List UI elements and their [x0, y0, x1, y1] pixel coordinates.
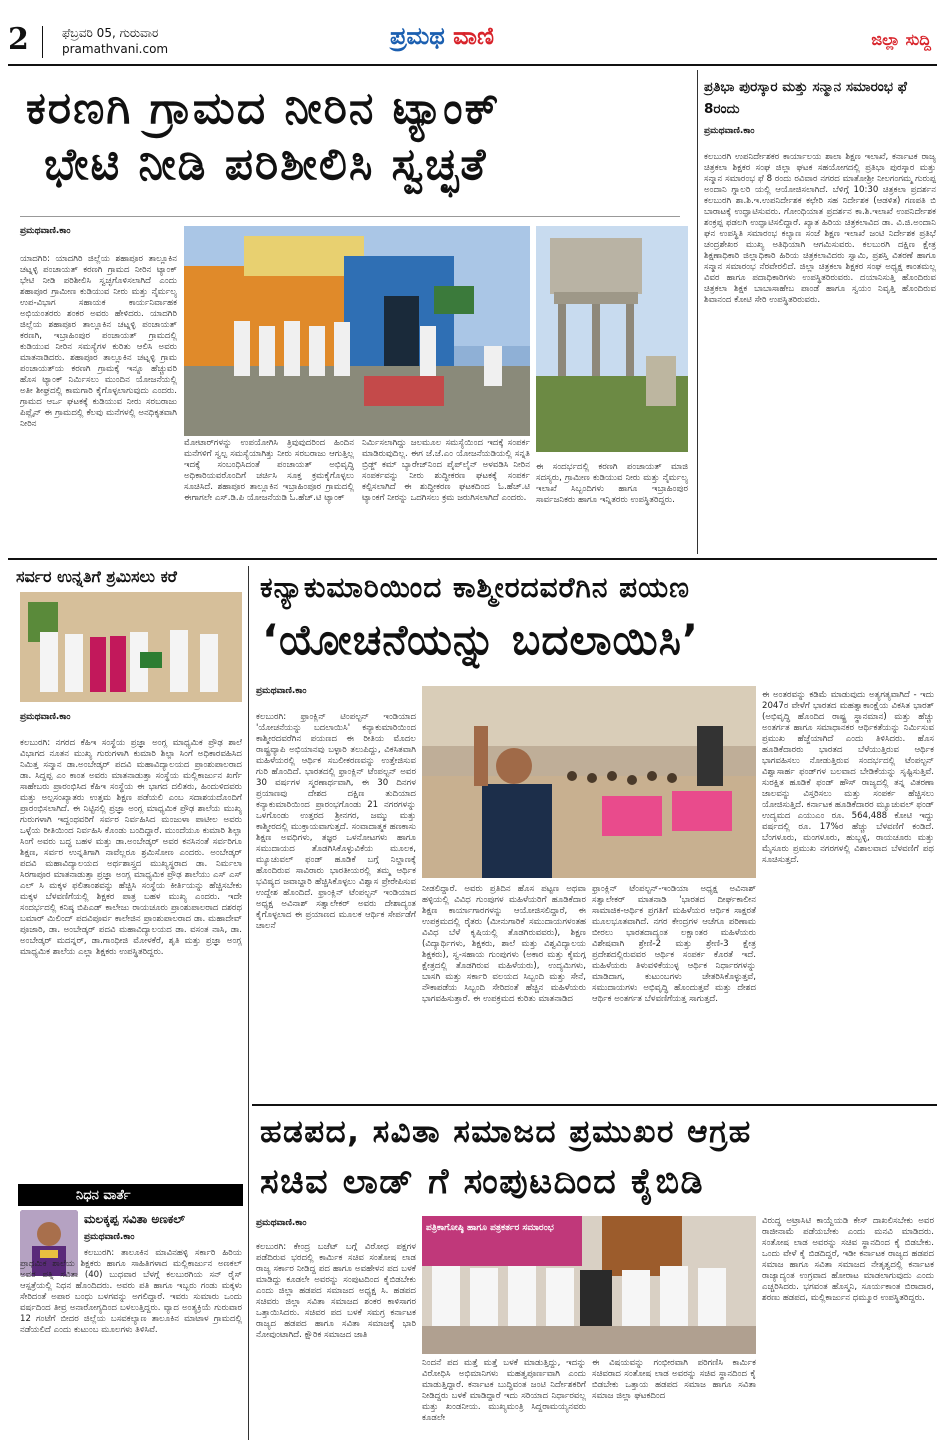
story1-col2: ಮೋಟಾರ್‌ಗಳನ್ನು ಉಪಯೋಗಿಸಿ ತ್ರಿವುವುದರಿಂದ ಹಿಂದಿನ ಮನೆಗಳಿಗೆ ಸ್ವಲ್ಪ ಸಮಸ್ಯೆಯಾಗಿತ್ತು ನೀರು ಸರಬರಾಜು ಆಗುತ್ತಿಲ್ಲ ಇದಕ್ಕೆ ಸಂಬಂಧಿಸಿದಂತೆ ಪಂಚಾಯತ್ ಅಭಿವೃದ್ಧಿ ಅಧಿಕಾರಿಯವರೊಂದಿಗೆ ಚರ್ಚಿಸಿ ಸೂಕ್ತ ಕ್ರಮಕೈಗೊಳ್ಳಲು ಸೂಚಿಸಿದೆ. ಶಹಾಪೂರ ತಾಲ್ಲೂಕಿನ ಇಬ್ರಾಹಿಂಪೂರ ಗ್ರಾಮದಲ್ಲಿ ಈಗಾಗಲೇ ಎಸ್.ಡಿ.ಪಿ ಯೋಜನೆಯಡಿ ಓ.ಹೆಚ್.ಟಿ ಟ್ಯಾಂಕ್ [184, 438, 354, 503]
story3-headline-line2: ‘ಯೋಚನೆಯನ್ನು ಬದಲಾಯಿಸಿ’ [262, 615, 699, 664]
logo-part2: ವಾಣಿ [453, 22, 495, 50]
story3-headline-line1: ಕನ್ಯಾಕುಮಾರಿಯಿಂದ ಕಾಶ್ಮೀರದವರೆಗಿನ ಪಯಣ [260, 571, 690, 604]
header-divider [42, 26, 43, 58]
story1-col3: ನಿರ್ಮಿಸಲಾಗಿದ್ದು ಜಲಮೂಲ ಸಮಸ್ಯೆಯಿಂದ ಇದಕ್ಕೆ ಸಂಪರ್ಕ ಮಾಡಿರುವುದಿಲ್ಲ. ಈಗ ಜೆ.ಜೆ.ಎಂ ಯೋಜನೆಯಡಿಯಲ್ಲಿ ಸನ್ನತಿ ಬ್ರಿಡ್ಜ್ ಕಮ್ ಬ್ಯಾರೇಜ್‌ನಿಂದ ಪೈಪ್‌ಲೈನ್ ಅಳವಡಿಸಿ ನೀರಿನ ಸಂಪರ್ಕವನ್ನು ನೀರು ಶುದ್ಧೀಕರಣ ಘಟಕಕ್ಕೆ ಸಂಪರ್ಕ ಕಲ್ಪಿಸಲಾಗಿದೆ ಈ ಶುದ್ಧೀಕರಣ ಘಟಕದಿಂದ ಓ.ಹೆಚ್.ಟಿ ಟ್ಯಾಂಕಗೆ ನೀರನ್ನು ಒದಗಿಸಲು ಕ್ರಮ ಜರುಗಿಸಲಾಗಿದೆ ಎಂದರು. [362, 438, 530, 503]
award-box-title: ಪ್ರತಿಭಾ ಪುರಸ್ಕಾರ ಮತ್ತು ಸನ್ಮಾನ ಸಮಾರಂಭ ಫೆ 8ರಂದು [704, 79, 907, 117]
obituary-body: ಕಲಬುರಗಿ: ತಾಲೂಕಿನ ಮಾವಿನಹಳ್ಳಿ ಸರ್ಕಾರಿ ಹಿರಿಯ ಪ್ರಾಥಮಿಕ ಶಾಲೆಯ ಶಿಕ್ಷಕರು ಹಾಗೂ ಸಾಹಿತಿಗಳಾದ ಮಲ್ಲಿಕಾರ್ಜುನ ಅಣಕಲ್ ಅವರ ಪತ್ನಿ ಸವಿತಾ (40) ಬುಧವಾರ ಬೆಳಗ್ಗೆ ಕಲಬುರಗಿಯ ಸನ್ ರೈಸ್ ಆಸ್ಪತ್ರೆಯಲ್ಲಿ ನಿಧನ ಹೊಂದಿದರು. ಅವರು ಪತಿ ಹಾಗೂ ಇಬ್ಬರು ಗಂಡು ಮಕ್ಕಳು ಸೇರಿದಂತೆ ಅಪಾರ ಬಂಧು ಬಳಗವನ್ನು ಅಗಲಿದ್ದಾರೆ. ಇವರು ಸುಮಾರು ಒಂದು ವರ್ಷದಿಂದ ತೀವ್ರ ಅನಾರೋಗ್ಯದಿಂದ ಬಳಲುತ್ತಿದ್ದರು. ವ್ಯಾದ ಅಂತ್ಯಕ್ರಿಯೆ ಗುರುವಾರ 12 ಗಂಟೆಗೆ ಬೀದರ ಜಿಲ್ಲೆಯ ಬಸವಕಲ್ಯಾಣ ತಾಲೂಕಿನ ಮಾಟಾಳ ಗ್ರಾಮದಲ್ಲಿ ನಡೆಯಲಿದೆ ಎಂದು ಕುಟುಂಬ ಮೂಲಗಳು ತಿಳಿಸಿವೆ. [20, 1248, 242, 1335]
award-box-body: ಕಲಬುರಗಿ ಉಪನಿರ್ದೇಶಕರ ಕಾರ್ಯಾಲಯ ಶಾಲಾ ಶಿಕ್ಷಣ ಇಲಾಖೆ, ಕರ್ನಾಟಕ ರಾಜ್ಯ ಚಿತ್ರಕಲಾ ಶಿಕ್ಷಕರ ಸಂಘ ಜಿಲ್ಲಾ ಘಟಕ ಸಹಯೋಗದಲ್ಲಿ ಪ್ರತಿಭಾ ಪುರಸ್ಕಾರ ಮತ್ತು ಸನ್ಮಾನ ಸಮಾರಂಭ ಫೆ 8 ರಂದು ರವಿವಾರ ನಗರದ ಮಾತೋಶ್ರೀ ನೀಲಗಂಗಮ್ಮ ಗುರುಪ್ಪ ಅಂದಾನಿ ಗ್ನಾಲರಿ ಯಲ್ಲಿ ಆಯೋಜಿಸಲಾಗಿದೆ. ಬೆಳಿಗ್ಗೆ 10:30 ಚಿತ್ರಕಲಾ ಪ್ರದರ್ಶನ ಕಲಬುರಗಿ ಶಾ.ಶಿ.ಇ.ಉಪನಿರ್ದೇಶಕ ಕಛೇರಿ ಸಹ ನಿರ್ದೇಶಕ (ಆಡಳಿತ) ಗಣಪತಿ ಬಿ ಬಾರಾಟಕ್ಕೆ ಉದ್ಘಾಟಿಸುವರು. ಗೋಂಧಿಯಾತ ಪ್ರದರ್ಶನ ಕಾ.ಶಿ.ಇಲಾಖೆ ಉಪನಿರ್ದೇಶಕ ಶಂಕ್ರಪ್ಪ ಫಡಲಗಿ ಉದ್ಘಾಟಿಸಲಿದ್ದಾರೆ. ಖ್ಯಾತ ಹಿರಿಯ ಚಿತ್ರಕಲಾವಿದ ಡಾ. ವಿ.ಜಿ.ಅಂದಾನಿ ಘನ ಉಪಸ್ಥಿತಿ ಸಮಾರಂಭ ಕಲ್ಯಾಣ ಸಂಜೆ ಶಿಕ್ಷಣ ಇಲಾಖೆ ಜಂಟಿ ನಿರ್ದೇಶಕ ಪ್ರತಿಭೆ ಚಂದ್ರಶೇಖರ ಮುಖ್ಯ ಅತಿಥಿಯಾಗಿ ಆಗಮಿಸುವರು. ಕಲಬುರಗಿ ದಕ್ಷಿಣ ಕ್ಷೇತ್ರ ಶಿಕ್ಷಣಾಧಿಕಾರಿ ಜಿಲ್ಲಾಧಿಕಾರಿ ಹಿರಿಯ ಚಿತ್ರಕಲಾವಿದರು ಸ್ವಾಮಿ, ಪ್ರಶಸ್ತಿ ವಿತರಣೆ ಹಾಗೂ ಸನ್ಮಾನ ಸಮಾರಂಭ ನೆರವೇರಲಿದೆ. ಜಿಲ್ಲಾ ಚಿತ್ರಕಲಾ ಶಿಕ್ಷಕರ ಸಂಘ ಅಧ್ಯಕ್ಷ ಕಾಂತಮಲ್ಲ ವಿವರ ಹಾಗೂ ಪದಾಧಿಕಾರಿಗಳು ಉಪಸ್ಥಿತರಿರುವರು. ದಯಾನಿಸುತ್ತಿ ಹೊಂದಿರುವ ಚಿತ್ರಕಲಾ ಶಿಕ್ಷಕ ಬಾಬಾಸಾಹೇಬ ಪಾಂಡೆ ಹಾಗೂ ಸ್ವಯಂ ನಿವೃತ್ತಿ ಹೊಂದಿರುವ ಶಿವಾನಂದ ಕೋಟಿ ಸೇರಿ ಉಪಸ್ಥಿತರಿರುವರು. [704, 152, 936, 305]
story1-photo-water-room [184, 226, 530, 436]
left-column-divider [248, 566, 249, 1440]
story3-byline: ಪ್ರಮಥವಾಣಿ.ಕಾಂ [256, 686, 307, 696]
story4-col2: ನಿಂದನೆ ಪದ ಮತ್ತೆ ಮತ್ತೆ ಬಳಕೆ ಮಾಡುತ್ತಿದ್ದು, ಇದನ್ನು ವಿರೋಧಿಸಿ ಅಭಿಮಾನಿಗಳು ಮಹತ್ವಪೂರ್ಣವಾಗಿ ಎಂದು ಮಾಡುತ್ತಿದ್ದಾರೆ. ಕರ್ನಾಟಕ ಬುದ್ಧಿವಂತ ಜಂಟಿ ನಿರ್ದೇಶಕರಿಗೆ ನೀಡಿದ್ದರು ಬಳಕೆ ಮಾಡಿದ್ದಾರೆ ಇದು ಸರಿಯಾದ ನಿರ್ಧಾರವಲ್ಲ ಮತ್ತು ಖಂಡನೀಯ. ಮುಖ್ಯಮಂತ್ರಿ ಸಿದ್ದರಾಮಯ್ಯನವರು ಕೂಡಲೇ [422, 1358, 586, 1423]
mid-rule-1 [8, 558, 937, 560]
award-box-divider [697, 70, 698, 554]
story2-byline: ಪ್ರಮಥವಾಣಿ.ಕಾಂ [20, 712, 71, 722]
story4-photo-press-meet [422, 1216, 756, 1354]
website-link[interactable]: pramathvani.com [62, 42, 169, 56]
story3-photo-selfie [422, 686, 756, 878]
story4-banner-text: ಪತ್ರಿಕಾಗೋಷ್ಠಿ ಹಾಗೂ ಪತ್ರಕರ್ತರ ಸಮಾರಂಭ [426, 1223, 554, 1233]
story4-byline: ಪ್ರಮಥವಾಣಿ.ಕಾಂ [256, 1218, 307, 1228]
story4-headline-line2: ಸಚಿವ ಲಾಡ್ ಗೆ ಸಂಪುಟದಿಂದ ಕೈಬಿಡಿ [260, 1162, 705, 1202]
story3-col3: ಫ್ರಾಂಕ್ಲಿನ್ ಟೆಂಪಲ್ಟನ್-ಇಂಡಿಯಾ ಅಧ್ಯಕ್ಷ ಅವಿನಾಶ್ ಸತ್ವಾಲೇಕರ್ ಮಾತನಾಡಿ 'ಭಾರತದ ದೀರ್ಘಕಾಲೀನ ಸಾಮಾಜಿಕ-ಆರ್ಥಿಕ ಪ್ರಗತಿಗೆ ಮಹಿಳೆಯರ ಆರ್ಥಿಕ ಸಾಕ್ಷರತೆ ಮೂಲಭೂತವಾಗಿದೆ. ನಗರ ಕೇಂದ್ರಗಳ ಆಚೆಗೂ ಪರಿಣಾಮ ಬೀರಲು ಭಾರತದಾದ್ಯಂತ ಲಕ್ಷಾಂತರ ಮಹಿಳೆಯರು ವಿಶೇಷವಾಗಿ ಶ್ರೇಣಿ-2 ಮತ್ತು ಶ್ರೇಣಿ-3 ಕ್ಷೇತ್ರ ಪ್ರದೇಶದಲ್ಲಿರುವವರ ಆರ್ಥಿಕ ಸಂಪರ್ಕ ಕೊರತೆ ಇದೆ. ಮಹಿಳೆಯರು ತಿಳುವಳಿಕೆಯುಳ್ಳ ಆರ್ಥಿಕ ನಿರ್ಧಾರಗಳನ್ನು ಮಾಡಿದಾಗ, ಕುಟುಂಬಗಳು ಚೇತರಿಸಿಕೊಳ್ಳುತ್ತವೆ, ಸಮುದಾಯಗಳು ಅಭಿವೃದ್ಧಿ ಹೊಂದುತ್ತವೆ ಮತ್ತು ದೇಶದ ಆರ್ಥಿಕ ಅಂತರ್ಗತ ಬೆಳವಣಿಗೆಯತ್ತ ಸಾಗುತ್ತದೆ. [592, 884, 756, 1004]
story1-byline: ಪ್ರಮಥವಾಣಿ.ಕಾಂ [20, 226, 71, 236]
story4-col3: ಈ ವಿಷಯವನ್ನು ಗಂಭೀರವಾಗಿ ಪರಿಗಣಿಸಿ ಕಾರ್ಮಿಕ ಸಚಿವರಾದ ಸಂತೋಷ ಲಾಡ ಅವರನ್ನು ಸಚಿವ ಸ್ಥಾನದಿಂದ ಕೈ ಬಿಡಬೇಕು ಒತ್ತಾಯ ಹಡಪದ ಸಮಾಜ ಹಾಗೂ ಸವಿತಾ ಸಮಾಜ ಜಿಲ್ಲಾ ಘಟಕದಿಂದ [592, 1358, 756, 1401]
story1-col1: ಯಾದಗಿರಿ: ಯಾದಗಿರಿ ಜಿಲ್ಲೆಯ ಶಹಾಪೂರ ತಾಲ್ಲೂಕಿನ ಚಟ್ನಳ್ಳಿ ಪಂಚಾಯತ್ ಕರಣಗಿ ಗ್ರಾಮದ ನೀರಿನ ಟ್ಯಾಂಕ್ ಭೇಟಿ ನೀಡಿ ಪರಿಶೀಲಿಸಿ ಸ್ವಚ್ಛಗೊಳಿಸಲಾಗಿದೆ ಎಂದು ಶಹಾಪೂರ ಗ್ರಾಮೀಣ ಕುಡಿಯುವ ನೀರು ಮತ್ತು ನೈರ್ಮಲ್ಯ ಉಪ-ವಿಭಾಗ ಸಹಾಯಕ ಕಾರ್ಯನಿರ್ವಾಹಕ ಅಭಿಯಂತರರು ಶಂಕರ ಅವರು ಹೇಳಿದರು. ಯಾದಗಿರಿ ಜಿಲ್ಲೆಯ ಶಹಾಪೂರ ತಾಲ್ಲೂಕಿನ ಚಟ್ನಳ್ಳಿ ಪಂಚಾಯತ್ ಕರಣಗಿ, ಇಬ್ರಾಹಿಂಪುರ ಪಂಚಾಯತ್ ಗ್ರಾಮದಲ್ಲಿ ಕುಡಿಯುವ ನೀರಿನ ಸಮಸ್ಯೆಗಳ ಕುರಿತು ಆಲಿಸಿ ಅವರು ಮಾತನಾಡಿದರು. ಶಹಾಪೂರ ತಾಲ್ಲೂಕಿನ ಚಟ್ನಳ್ಳಿ ಗ್ರಾಮ ಪಂಚಾಯತ್‌ಯ ಕರಣಗಿ ಗ್ರಾಮಕ್ಕೆ ಇನ್ನೂ ಹೆಚ್ಚುವರಿ ಹೊಸ ಟ್ಯಾಂಕ್ ನಿರ್ಮಿಸಲು ಮುಂದಿನ ಯೋಜನೆಯಲ್ಲಿ ಅತೀ ಶೀಘ್ರದಲ್ಲಿ ಕಾಮಗಾರಿ ಕೈಗೊಳ್ಳಲಾಗುವುದು ಎಂದರು. ಗ್ರಾಮದ ಆರ್ಒ ಘಟಕಕ್ಕೆ ಕುಡಿಯುವ ನೀರು ಸರಬರಾಜು ಪಿಪ್ಲೈನ್ ಈ ಗ್ರಾಮದಲ್ಲಿ ಕೆಲವು ಮನೆಗಳಲ್ಲಿ ಅನಧಿಕೃತವಾಗಿ ನೀರಿನ [20, 254, 177, 429]
masthead-logo [390, 22, 494, 50]
story2-section-title: ಸರ್ವರ ಉನ್ನತಿಗೆ ಶ್ರಮಿಸಲು ಕರೆ [16, 567, 177, 586]
page-number: 2 [8, 22, 29, 57]
story2-photo [20, 592, 242, 702]
obituary-section-title: ನಿಧನ ವಾರ್ತೆ [76, 1188, 131, 1203]
issue-date: ಫೆಬ್ರವರಿ 05, ಗುರುವಾರ [62, 26, 159, 40]
logo-part1: ಪ್ರಮಥ [390, 22, 445, 50]
mid-rule-2 [252, 1104, 937, 1106]
story4-col1: ಕಲಬುರಗಿ: ಕೇಂದ್ರ ಬಜೆಟ್ ಬಗ್ಗೆ ವಿರೋಧ ಪಕ್ಷಗಳ ಪಡೆದಿರುವ ಭರದಲ್ಲಿ ಕಾರ್ಮಿಕ ಸಚಿವ ಸಂತೋಷ ಲಾಡ ರಾಜ್ಯ ಸರ್ಕಾರ ನೀಡಿದ್ದ ಪದ ಹಾಗೂ ಅವಹೇಳನ ಪದ ಬಳಕೆ ಮಾಡಿದ್ದು ಕೂಡಲೇ ಅವರನ್ನು ಸಂಪುಟದಿಂದ ಕೈಬಿಡಬೇಕು ಎಂದು ಜಿಲ್ಲಾ ಹಡಪದ ಸಮಾಜದ ಅಧ್ಯಕ್ಷ ಸಿ. ಹಡಪದ ಸಚಿವರು ಜಿಲ್ಲಾ ಸವಿತಾ ಸಮಾಜದ ಶಂಕರ ಕಾಳಿಸಾಗರ ಒತ್ತಾಯಿಸಿದರು. ಸಚಿವರ ಪದ ಬಳಕೆ ಸಮಗ್ರ ಕರ್ನಾಟಕ ರಾಜ್ಯದ ಹಡಪದ ಹಾಗೂ ಸವಿತಾ ಸಮಾಜಕ್ಕೆ ಭಾರಿ ನೋವುಂಟಾಗಿದೆ. ಕ್ಷೌರಿಕ ಸಮಾಜದ ಜಾತಿ [256, 1242, 416, 1340]
section-label: ಜಿಲ್ಲಾ ಸುದ್ದಿ [871, 30, 931, 49]
story3-col4: ಈ ಅಂತರವನ್ನು ಕಡಿಮೆ ಮಾಡುವುದು ಅತ್ಯಗತ್ಯವಾಗಿದೆ - ಇದು 2047ರ ವೇಳೆಗೆ ಭಾರತದ ಮಹತ್ವಾಕಾಂಕ್ಷೆಯ ವಿಕಸಿತ ಭಾರತ್ (ಅಭಿವೃದ್ಧಿ ಹೊಂದಿದ ರಾಷ್ಟ್ರ ಸ್ಥಾನಮಾನ) ಮತ್ತು ಹೆಚ್ಚು ಅಂತರ್ಗತ ಹಾಗೂ ಸಮಾಧಾನಕರ ಆರ್ಥಿಕತೆಯನ್ನು ನಿರ್ಮಿಸುವ ಪ್ರಮುಖ ಹೆಜ್ಜೆಯಾಗಿದೆ ಎಂದು ತಿಳಿಸಿದರು. ಹೊಸ ಹೂಡಿಕೆದಾರರು ಭಾರತದ ಬೆಳೆಯುತ್ತಿರುವ ಆರ್ಥಿಕ ಭಾಗವಹಿಸಲು ನೋಡುತ್ತಿರುವ ಸಂದರ್ಭದಲ್ಲಿ ಟೆಂಪಲ್ಟನ್ ವಿಶ್ವಾಸಾರ್ಹ ಫಂಡ್‌ಗಳ ಬಲವಾದ ಬೇಡಿಕೆಯನ್ನು ಸೃಷ್ಟಿಸುತ್ತಿವೆ. ಸುರಕ್ಷಿತ ಹೂಡಿಕೆ ಫಂಡ್ ಹೌಸ್ ರಾಜ್ಯದಲ್ಲಿ ತನ್ನ ವಿತರಣಾ ಜಾಲವನ್ನು ವಿಸ್ತರಿಸಲು ಮತ್ತು ಸಂಪರ್ಕ ಹೆಚ್ಚಿಸಲು ಯೋಜಿಸುತ್ತಿದೆ. ಕರ್ನಾಟಕ ಹೂಡಿಕೆದಾರರ ಮ್ಯೂಚುವಲ್ ಫಂಡ್ ಉದ್ಯಮದ ಎಯುಎಂ ರೂ. 564,488 ಕೋಟಿ ಇದ್ದು ವರ್ಷದಲ್ಲಿ ರೂ. 17%ರ ಹೆಚ್ಚು ಬೆಳವಣಿಗೆ ಕಂಡಿದೆ. ಬೆಂಗಳೂರು, ಮಂಗಳೂರು, ಹುಬ್ಬಳ್ಳಿ, ರಾಯಚೂರು ಮತ್ತು ಮೈಸೂರು ಪ್ರಮುಖ ನಗರಗಳಲ್ಲಿ ವಿಶಾಲವಾದ ಬೆಳವಣಿಗೆ ಪಥ ಸೂಚಿಸುತ್ತದೆ. [762, 690, 934, 865]
story1-col4: ಈ ಸಂದರ್ಭದಲ್ಲಿ ಕರಣಗಿ ಪಂಚಾಯತ್ ಮಾಜಿ ಸದಸ್ಯರು, ಗ್ರಾಮೀಣ ಕುಡಿಯುವ ನೀರು ಮತ್ತು ನೈರ್ಮಲ್ಯ ಇಲಾಖೆ ಸಿಬ್ಬಂದಿಗಳು ಹಾಗೂ ಇಬ್ರಾಹಿಂಪುರ ಸಾರ್ವಜನಿಕರು ಹಾಗೂ ಇನ್ನಿತರರು ಉಪಸ್ಥಿತರಿದ್ದರು. [536, 462, 688, 505]
story1-rule [20, 216, 680, 217]
story1-headline-line2: ಭೇಟಿ ನೀಡಿ ಪರಿಶೀಲಿಸಿ ಸ್ವಚ್ಛತೆ [44, 139, 488, 190]
obituary-name: ಮಲಕ್ಕಪ್ಪ ಸವಿತಾ ಅಣಕಲ್ [84, 1212, 185, 1226]
story2-body: ಕಲಬುರಗಿ: ನಗರದ ಕೆಹಿಇ ಸಂಸ್ಥೆಯ ಪ್ರಜ್ಞಾ ಅಂಗ್ಲ ಮಾಧ್ಯಮಿಕ ಪ್ರೌಢ ಶಾಲೆ ವಿಭಾಗದ ನೂತನ ಮುಖ್ಯ ಗುರುಗಳಾಗಿ ಕುಮಾರಿ ಶಿಲ್ಪಾ ಸಿಂಗೆ ಅಧಿಕಾರವಹಿಸಿದ ನಿಮಿತ್ತ ಸನ್ಮಾನ ಡಾ.ಅಂಬೇಡ್ಕರ್ ಪದವಿ ಮಹಾವಿದ್ಯಾಲಯದ ಪ್ರಾಂಶುಪಾಲರಾದ ಡಾ. ಸಿದ್ದಪ್ಪ ಎಂ ಕಾಂತ ಅವರು ಮಾತನಾಡುತ್ತಾ ಸಂಸ್ಥೆಯ ಮಲ್ಲಿಕಾರ್ಜುನ ಖರ್ಗೆ ಸಾಹೇಬರು ಪ್ರಾರಂಭಿಸಿದ ಕೆಹಿಇ ಸಂಸ್ಥೆಯ ಈ ಭಾಗದ ದಲಿತರು, ಹಿಂದುಳಿದವರು ಮತ್ತು ಅಲ್ಪಸಂಖ್ಯಾತರು ಉತ್ತಮ ಶಿಕ್ಷಣ ಪಡೆಯಲಿ ಎಂಬ ಸದಾಶಯದೊಂದಿಗೆ ಪ್ರಾರಂಭಿಸಲಾಗಿದೆ. ಈ ನಿಟ್ಟಿನಲ್ಲಿ ಪ್ರಜ್ಞಾ ಅಂಗ್ಲ ಮಾಧ್ಯಮಿಕ ಪ್ರೌಢ ಶಾಲೆಯ ಮುಖ್ಯ ಗುರುಗಳಾಗಿ ಇದ್ದಂಥವರಿಗೆ ಸರ್ವರ ನಿರ್ವಹಿಸಿದ ಮಂಜುಳಾ ಪಾಟೀಲ ಅವರು ಒಳ್ಳೆಯ ರೀತಿಯಿಂದ ನಿರ್ವಹಿಸಿ ಕೊಂಡು ಬಂದಿದ್ದಾರೆ. ಮುಂದೆಯೂ ಕುಮಾರಿ ಶಿಲ್ಪಾ ಸಿಂಗೆ ಅವರು ಬದ್ಧ ಬಹಳ ಮತ್ತು ಡಾ.ಅಂಬೇಡ್ಕರ್ ಅವರ ಕನಸಿನಂತೆ ಸರ್ವರಿಗೂ ಶಿಕ್ಷಣ, ಸರ್ವರ ಉನ್ನತಿಗಾಗಿ ನಾವೆಲ್ಲರೂ ಶ್ರಮಿಸೋಣ ಎಂದರು. ಅಂಬೇಡ್ಕರ್ ಪದವಿ ಮಹಾವಿದ್ಯಾಲಯದ ಅರ್ಥಶಾಸ್ತ್ರದ ಮುಖ್ಯಸ್ಥರಾದ ಡಾ. ನಿರ್ಮಲಾ ಸಿರಗಾಪೂರ ಮಾತನಾಡುತ್ತಾ ಪ್ರಜ್ಞಾ ಅಂಗ್ಲ ಮಾಧ್ಯಮಿಕ ಪ್ರೌಢ ಶಾಲೆಯು ಎಸ್ ಎಸ್ ಎಲ್ ಸಿ ಮಕ್ಕಳ ಫಲಿತಾಂಶವನ್ನು ಹೆಚ್ಚಿಸಿ ಸಂಸ್ಥೆಯ ಕೀರ್ತಿಯನ್ನು ಹೆಚ್ಚಿಸಬೇಕು ಮಕ್ಕಳ ಬೆಳವಣಿಗೆಯಲ್ಲಿ ಶಿಕ್ಷಕರ ಪಾತ್ರ ಬಹಳ ಮುಖ್ಯ ಎಂದರು. ಇದೇ ಸಂದರ್ಭದಲ್ಲಿ ಕನಿಷ್ಠ ಬಿಪಿಎಡ್ ಕಾಲೇಜು ರಾಯಚೂರು ಪ್ರಾಂಶುಪಾಲರಾದ ದಶರಥ ಬಮಾರ್‌ ಮಿಲಿಂದ್ ಪದವಿಪೂರ್ವ ಕಾಲೇಜಿನ ಪ್ರಾಂಶುಪಾಲರಾದ ಡಾ. ಮಹಾದೇವ್ ಪೂಜಾರಿ, ಡಾ. ಅಂಬೇಡ್ಕರ್ ಪದವಿ ಮಹಾವಿದ್ಯಾಲಯದ ಡಾ. ವಸಂತ ನಾಸಿ, ಡಾ. ಅಂಬೇಡ್ಕರ್ ಮದನ್ನರ್, ಡಾ.ಗಾಂಧೀಜಿ ಮೋಳಕೆರೆ, ಶೃತಿ ಮತ್ತು ಪ್ರಜ್ಞಾ ಅಂಗ್ಲ ಮಾಧ್ಯಮಿಕ ಶಾಲೆಯ ಎಲ್ಲಾ ಶಿಕ್ಷಕರು ಉಪಸ್ಥಿತರಿದ್ದರು. [20, 738, 242, 957]
story4-headline-line1: ಹಡಪದ, ಸವಿತಾ ಸಮಾಜದ ಪ್ರಮುಖರ ಆಗ್ರಹ [260, 1114, 752, 1150]
story3-col1: ಕಲಬುರಗಿ: ಫ್ರಾಂಕ್ಲಿನ್ ಟಿಂಪಲ್ಟನ್ ಇಂಡಿಯಾದ 'ಯೋಚನೆಯನ್ನು ಬದಲಾಯಿಸಿ' ಕನ್ಯಾಕುಮಾರಿಯಿಂದ ಕಾಶ್ಮೀರದವರೆಗಿನ ಪಯಣದ ಈ ರೀತಿಯ ಮೊದಲ ರಾಷ್ಟ್ರವ್ಯಾಪಿ ಅಭಿಯಾನವು ಬಳ್ಳಾರಿ ತಲುಪಿದ್ದು, ವಿಕಸಿತವಾಗಿ ಮಹಿಳೆಯರಲ್ಲಿ ಆರ್ಥಿಕ ಸಬಲೀಕರಣವನ್ನು ಉತ್ತೇಜಿಸುವ ಗುರಿ ಹೊಂದಿದೆ. ಭಾರತದಲ್ಲಿ ಫ್ರಾಂಕ್ಲಿನ್ ಟೆಂಪಲ್ಟನ್ ಅವರ 30 ವರ್ಷಗಳ ಸ್ಮರಣಾರ್ಥವಾಗಿ, ಈ 30 ದಿನಗಳ ಪ್ರಯಾಣವು ದೇಶದ ದಕ್ಷಿಣ ತುದಿಯಾದ ಕನ್ಯಾಕುಮಾರಿಯಿಂದ ಪ್ರಾರಂಭಗೊಂಡು 21 ನಗರಗಳನ್ನು ಒಳಗೊಂಡು ಉತ್ತರದ ಶ್ರೀನಗರ, ಜಮ್ಮು ಮತ್ತು ಕಾಶ್ಮೀರದಲ್ಲಿ ಮುಕ್ತಾಯವಾಗುತ್ತದೆ. ಸಂವಾದಾತ್ಮಕ ಹಣಕಾಸು ಶಿಕ್ಷಣ ಅವಧಿಗಳು, ತಜ್ಞರ ಒಳನೋಟಗಳು ಹಾಗೂ ಸಮುದಾಯದ ತೊಡಗಿಸಿಕೊಳ್ಳುವಿಕೆಯ ಮೂಲಕ, ಮ್ಯೂಚುವಲ್ ಫಂಡ್ ಹೂಡಿಕೆ ಬಗ್ಗೆ ನಿಲ್ದಾಣಕ್ಕೆ ಹೊಂದಿರುವ ಸಾವಿರಾರು ಭಾರತೀಯರಲ್ಲಿ ತಮ್ಮ ಆರ್ಥಿಕ ಭವಿಷ್ಯದ ಜವಾಬ್ದಾರಿ ಹೆಚ್ಚಿಸಿಕೊಳ್ಳಲು ವಿಶ್ವಾಸ ಪ್ರೇರೇಪಿಸುವ ಉದ್ದೇಶ ಹೊಂದಿದೆ. ಫ್ರಾಂಕ್ಲಿನ್ ಟೆಂಪಲ್ಟನ್ ಇಂಡಿಯಾದ ಅಧ್ಯಕ್ಷ ಅವಿನಾಶ್ ಸತ್ವಾಲೇಕರ್ ಅವರು ದೇಶಾದ್ಯಂತ ಕೈಗೊಳ್ಳಲಾದ ಈ ಪ್ರಯಾಣದ ಮೂಲಕ ಆರ್ಥಿಕ ಸೇರ್ಪಡೆಗೆ ಚಾಲನೆ [256, 712, 416, 931]
story1-headline-line1: ಕರಣಗಿ ಗ್ರಾಮದ ನೀರಿನ ಟ್ಯಾಂಕ್ [26, 83, 501, 134]
story3-col2: ನೀಡಲಿದ್ದಾರೆ. ಅವರು ಪ್ರತಿದಿನ ಹೊಸ ಪಟ್ಟಣ ಅಥವಾ ಹಳ್ಳಿಯಲ್ಲಿ ವಿವಿಧ ಗುಂಪುಗಳ ಮಹಿಳೆಯರಿಗೆ ಹೂಡಿಕೆದಾರ ಶಿಕ್ಷಣ ಕಾರ್ಯಾಗಾರಗಳನ್ನು ಆಯೋಜಿಸಲಿದ್ದಾರೆ, ಈ ಉಪಕ್ರಮದಲ್ಲಿ ರೈತರು (ಮೀನುಗಾರಿಕೆ ಸಮುದಾಯಗಳಂತಹ ವಿವಿಧ ಬೆಳೆ ಕೃಷಿಯಲ್ಲಿ ತೊಡಗಿರುವವರು), ಶಿಕ್ಷಣ (ವಿದ್ಯಾರ್ಥಿಗಳು, ಶಿಕ್ಷಕರು, ಶಾಲೆ ಮತ್ತು ವಿಶ್ವವಿದ್ಯಾಲಯ ಶಿಕ್ಷಕರು), ಸ್ವ-ಸಹಾಯ ಗುಂಪುಗಳು (ಅಕಾರ ಮತ್ತು ಕೈಮಗ್ಗ ಕ್ಷೇತ್ರದಲ್ಲಿ ತೊಡಗಿರುವ ಮಹಿಳೆಯರು), ಉದ್ಯಮಿಗಳು, ಬಾಸಗಿ ಮತ್ತು ಸರ್ಕಾರಿ ವಲಯದ ಸಿಬ್ಬಂದಿ ಮತ್ತು ಸೇನೆ, ನೌಕಾಪಡೆಯ ಸಿಬ್ಬಂದಿ ಸೇರಿದಂತೆ ಹೆಚ್ಚಿನ ಮಹಿಳೆಯರು ಭಾಗವಹಿಸುತ್ತಾರೆ. ಈ ಉಪಕ್ರಮದ ಕುರಿತು ಮಾತನಾಡಿದ [422, 884, 586, 1004]
obituary-byline: ಪ್ರಮಥವಾಣಿ.ಕಾಂ [84, 1232, 135, 1242]
award-box-byline: ಪ್ರಮಥವಾಣಿ.ಕಾಂ [704, 126, 755, 136]
header-rule [8, 64, 937, 66]
story1-photo-water-tank [536, 226, 688, 452]
obituary-bar [18, 1184, 243, 1206]
story4-col4: ವಿರುದ್ಧ ಅಟ್ರಾಸಿಟಿ ಕಾಯ್ದೆಯಡಿ ಕೇಸ್ ದಾಖಲಿಸಬೇಕು ಅವರ ರಾಜೀನಾಮೆ ಪಡೆಯಬೇಕು ಎಂದು ಮನವಿ ಮಾಡಿದರು. ಸಂತೋಷ ಲಾಡ ಅವರನ್ನು ಸಚಿವ ಸ್ಥಾನದಿಂದ ಕೈ ಬಿಡಬೇಕು. ಒಂದು ವೇಳೆ ಕೈ ಬಿಡದಿದ್ದರೆ, ಇಡೀ ಕರ್ನಾಟಕ ರಾಜ್ಯದ ಹಡಪದ ಸಮಾಜ ಹಾಗೂ ಸವಿತಾ ಸಮಾಜದ ನೇತೃತ್ವದಲ್ಲಿ ಕರ್ನಾಟಕ ರಾಜ್ಯಾದ್ಯಂತ ಉಗ್ರವಾದ ಹೋರಾಟ ಮಾಡಲಾಗುವುದು ಎಂದು ಎಚ್ಚರಿಸಿದರು. ಭಗವಂತ ಹೊಸ್ಮನಿ, ಸೂರ್ಯಕಾಂತ ಬಿರಾದಾರ, ಶರಣು ಹಡಪದ, ಮಲ್ಲಿಕಾರ್ಜುನ ಧಮ್ಮೂರ ಉಪಸ್ಥಿತರಿದ್ದರು. [762, 1216, 934, 1303]
header-date-block [62, 25, 168, 57]
